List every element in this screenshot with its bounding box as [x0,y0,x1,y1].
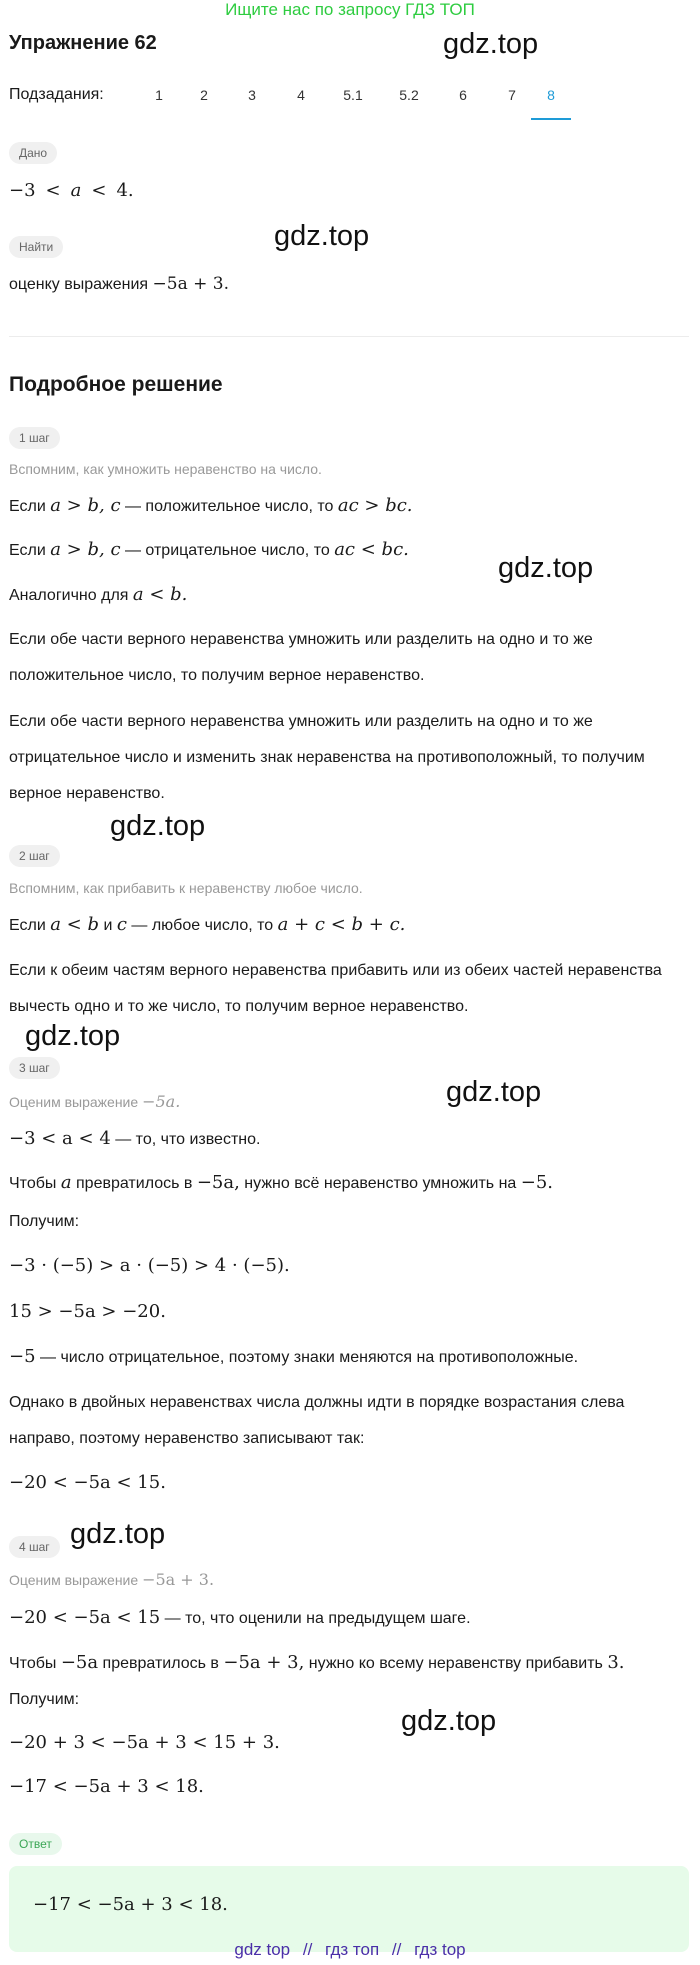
subtasks-label: Подзадания: [9,86,104,103]
footer-links [0,1940,700,1960]
step1-line1: Если a > b, c — положительное число, то ac > bc. [9,495,413,516]
page-title: Упражнение 62 [9,32,157,54]
step4-math2: −17 < −5a + 3 < 18. [9,1776,204,1797]
step4-math1: −20 + 3 < −5a + 3 < 15 + 3. [9,1732,280,1753]
step2-para1: Если к обеим частям верного неравенства прибавить или из обеих частей неравенства вычесть одно и то же число, то получим верное неравенство. [9,962,662,1015]
watermark: gdz.top [110,810,206,842]
step1-line3: Аналогично для a < b. [9,584,188,605]
find-label: Найти [9,236,63,258]
subtask-tab-3[interactable]: 3 [248,87,256,103]
watermark: gdz.top [443,28,539,60]
subtask-tab-5-2[interactable]: 5.2 [399,87,419,103]
watermark: gdz.top [70,1518,166,1550]
step3-line1: −3 < a < 4 — то, что известно. [9,1128,261,1149]
given-term: 4. [116,180,134,201]
given-var: a [70,180,82,201]
step1-line2: Если a > b, c — отрицательное число, то ac < bc. [9,539,409,560]
given-inequality [9,180,134,201]
section-divider [9,336,689,337]
step3-para1: Однако в двойных неравенствах числа должны идти в порядке возрастания слева направо, поэтому неравенство записывают так: [9,1394,625,1447]
step3-math1: −3 · (−5) > a · (−5) > 4 · (−5). [9,1255,290,1276]
step2-line1: Если a < b и c — любое число, то a + c < b + c. [9,914,406,935]
find-expression: −5a + 3. [152,274,229,294]
subtasks-nav [9,78,669,120]
given-term: −3 [9,180,36,201]
step3-line2: Чтобы a превратилось в −5a, нужно всё неравенство умножить на −5. [9,1172,554,1193]
subtask-tab-6[interactable]: 6 [459,87,467,103]
watermark: gdz.top [401,1705,497,1737]
footer-sep: // [302,1940,313,1959]
subtask-tab-2[interactable]: 2 [200,87,208,103]
answer-label: Ответ [9,1833,62,1855]
step3-math3: −20 < −5a < 15. [9,1472,166,1493]
watermark: gdz.top [446,1076,542,1108]
watermark: gdz.top [498,552,594,584]
step3-hint: Оценим выражение −5a. [9,1092,181,1111]
footer-link-3[interactable]: гдз top [414,1940,466,1959]
step3-line4: −5 — число отрицательное, поэтому знаки меняются на противоположные. [9,1346,579,1367]
subtask-tab-8[interactable]: 8 [531,78,571,120]
footer-sep: // [391,1940,402,1959]
given-label: Дано [9,142,57,164]
subtask-tab-1[interactable]: 1 [155,87,163,103]
step1-label: 1 шаг [9,427,60,449]
answer-math: −17 < −5a + 3 < 18. [33,1894,228,1915]
given-op: < [91,180,107,201]
subtask-tab-7[interactable]: 7 [508,87,516,103]
given-op: < [45,180,61,201]
subtask-tab-5-1[interactable]: 5.1 [343,87,363,103]
watermark: gdz.top [25,1020,121,1052]
step4-para1: Чтобы −5a превратилось в −5a + 3, нужно ко всему неравенству прибавить 3. Получим: [9,1652,625,1708]
step2-label: 2 шаг [9,845,60,867]
find-text [9,274,229,294]
subtask-tab-4[interactable]: 4 [297,87,305,103]
step3-label: 3 шаг [9,1057,60,1079]
footer-link-1[interactable]: gdz top [234,1940,291,1959]
step1-hint: Вспомним, как умножить неравенство на число. [9,461,322,477]
step1-para2: Если обе части верного неравенства умножить или разделить на одно и то же отрицательное число и изменить знак неравенства на противоположный, то получим верное неравенство. [9,713,645,802]
footer-link-2[interactable]: гдз топ [325,1940,380,1959]
step1-para1: Если обе части верного неравенства умножить или разделить на одно и то же положительное число, то получим верное неравенство. [9,631,593,684]
top-banner: Ищите нас по запросу ГДЗ ТОП [225,0,475,19]
step4-hint: Оценим выражение −5a + 3. [9,1570,215,1589]
step3-line3: Получим: [9,1213,80,1230]
step4-label: 4 шаг [9,1536,60,1558]
step4-line1: −20 < −5a < 15 — то, что оценили на предыдущем шаге. [9,1607,471,1628]
step3-math2: 15 > −5a > −20. [9,1301,166,1322]
step2-hint: Вспомним, как прибавить к неравенству любое число. [9,880,363,896]
watermark: gdz.top [274,220,370,252]
find-text-label: оценку выражения [9,276,149,293]
solution-title: Подробное решение [9,373,223,396]
